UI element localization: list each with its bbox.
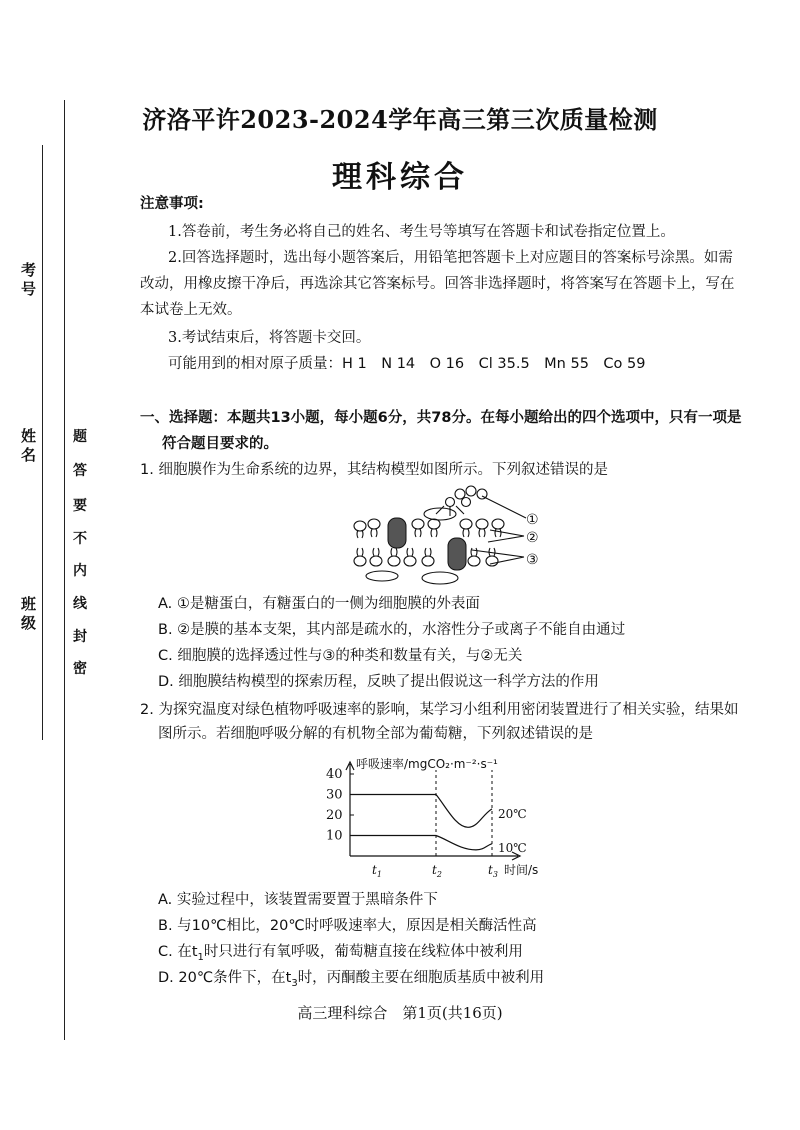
q1-option-d: D. 细胞膜结构模型的探索历程，反映了提出假说这一科学方法的作用 [158,674,599,690]
q2-option-c-sub: 1 [197,951,204,963]
section-heading-line-1: 一、选择题：本题共13小题，每小题6分，共78分。在每小题给出的四个选项中，只有一项是 [140,410,742,426]
series-label-20c: 20℃ [498,807,527,821]
exam-id-label: 考号 [19,262,37,300]
respiration-chart [322,752,552,890]
seal-char: 要 [73,498,87,514]
q1-option-c: C. 细胞膜的选择透过性与③的种类和数量有关，与②无关 [158,648,523,664]
y-tick-label: 40 [326,767,343,782]
q2-option-c [158,942,523,968]
q1-option-a: A. ①是糖蛋白，有糖蛋白的一侧为细胞膜的外表面 [158,596,480,612]
class-label: 班级 [19,596,37,634]
chart-axes [346,762,520,860]
notice-item-2-line-2: 改动，用橡皮擦干净后，再选涂其它答案标号。回答非选择题时，将答案写在答题卡上，写在 [140,276,735,292]
series-20c-line [350,795,492,828]
seal-char: 密 [73,661,87,677]
q2-option-c-post: 时只进行有氧呼吸，葡萄糖直接在线粒体中被利用 [203,944,523,960]
x-tick-label: $t_2$ [432,863,442,879]
x-tick-label: $t_3$ [488,863,498,879]
q1-stem: 1. 细胞膜作为生命系统的边界，其结构模型如图所示。下列叙述错误的是 [140,462,608,478]
y-tick-label: 30 [326,787,343,803]
q2-option-b: B. 与10℃相比，20℃时呼吸速率大，原因是相关酶活性高 [158,918,537,934]
page-footer: 高三理科综合 第1页(共16页) [297,1004,503,1022]
seal-char: 线 [73,596,87,612]
margin-line-right [64,100,65,1040]
q2-option-c-pre: C. 在t [158,944,198,960]
atomic-masses: 可能用到的相对原子质量：H 1 N 14 O 16 Cl 35.5 Mn 55 Co 59 [168,356,646,372]
q2-option-d-sub: 3 [291,977,298,989]
q2-stem-line-2: 图所示。若细胞呼吸分解的有机物全部为葡萄糖，下列叙述错误的是 [158,726,593,742]
subject-title: 理科综合 [332,160,468,195]
chart-xlabel: 时间/s [504,863,539,877]
margin-line-left [42,145,43,740]
q1-option-b: B. ②是膜的基本支架，其内部是疏水的，水溶性分子或离子不能自由通过 [158,622,626,638]
notice-item-1: 1.答卷前，考生务必将自己的姓名、考生号等填写在答题卡和试卷指定位置上。 [168,224,675,240]
y-tick-label: 20 [326,808,343,823]
seal-char: 题 [73,429,87,445]
series-label-10c: 10℃ [498,841,527,855]
q2-option-d [158,968,544,994]
exam-title: 济洛平许2023-2024学年高三第三次质量检测 [142,105,658,134]
diagram-label-3: ③ [526,552,539,568]
notice-heading: 注意事项: [140,196,204,212]
section-heading-line-2: 符合题目要求的。 [162,436,278,452]
chart-ylabel: 呼吸速率/mgCO₂·m⁻²·s⁻¹ [356,757,498,771]
diagram-label-2: ② [526,530,539,546]
seal-char: 不 [73,531,87,547]
x-tick-label: $t_1$ [372,863,382,879]
cell-membrane-diagram [340,484,560,586]
seal-char: 内 [73,563,87,579]
name-label: 姓名 [19,428,37,466]
y-tick-label: 10 [326,828,343,844]
diagram-label-1: ① [526,512,539,528]
series-10c-line [350,836,492,850]
notice-item-2-line-1: 2.回答选择题时，选出每小题答案后，用铅笔把答题卡上对应题目的答案标号涂黑。如需 [168,250,733,266]
seal-char: 答 [73,463,87,479]
q2-option-d-post: 时，丙酮酸主要在细胞质基质中被利用 [297,970,545,986]
notice-item-2-line-3: 本试卷上无效。 [140,302,242,318]
q2-stem-line-1: 2. 为探究温度对绿色植物呼吸速率的影响，某学习小组利用密闭装置进行了相关实验，结果如 [140,702,739,718]
notice-item-3: 3.考试结束后，将答题卡交回。 [168,330,371,346]
seal-char: 封 [73,629,87,645]
q2-option-a: A. 实验过程中，该装置需要置于黑暗条件下 [158,892,438,908]
q2-option-d-pre: D. 20℃条件下，在t [158,970,292,986]
